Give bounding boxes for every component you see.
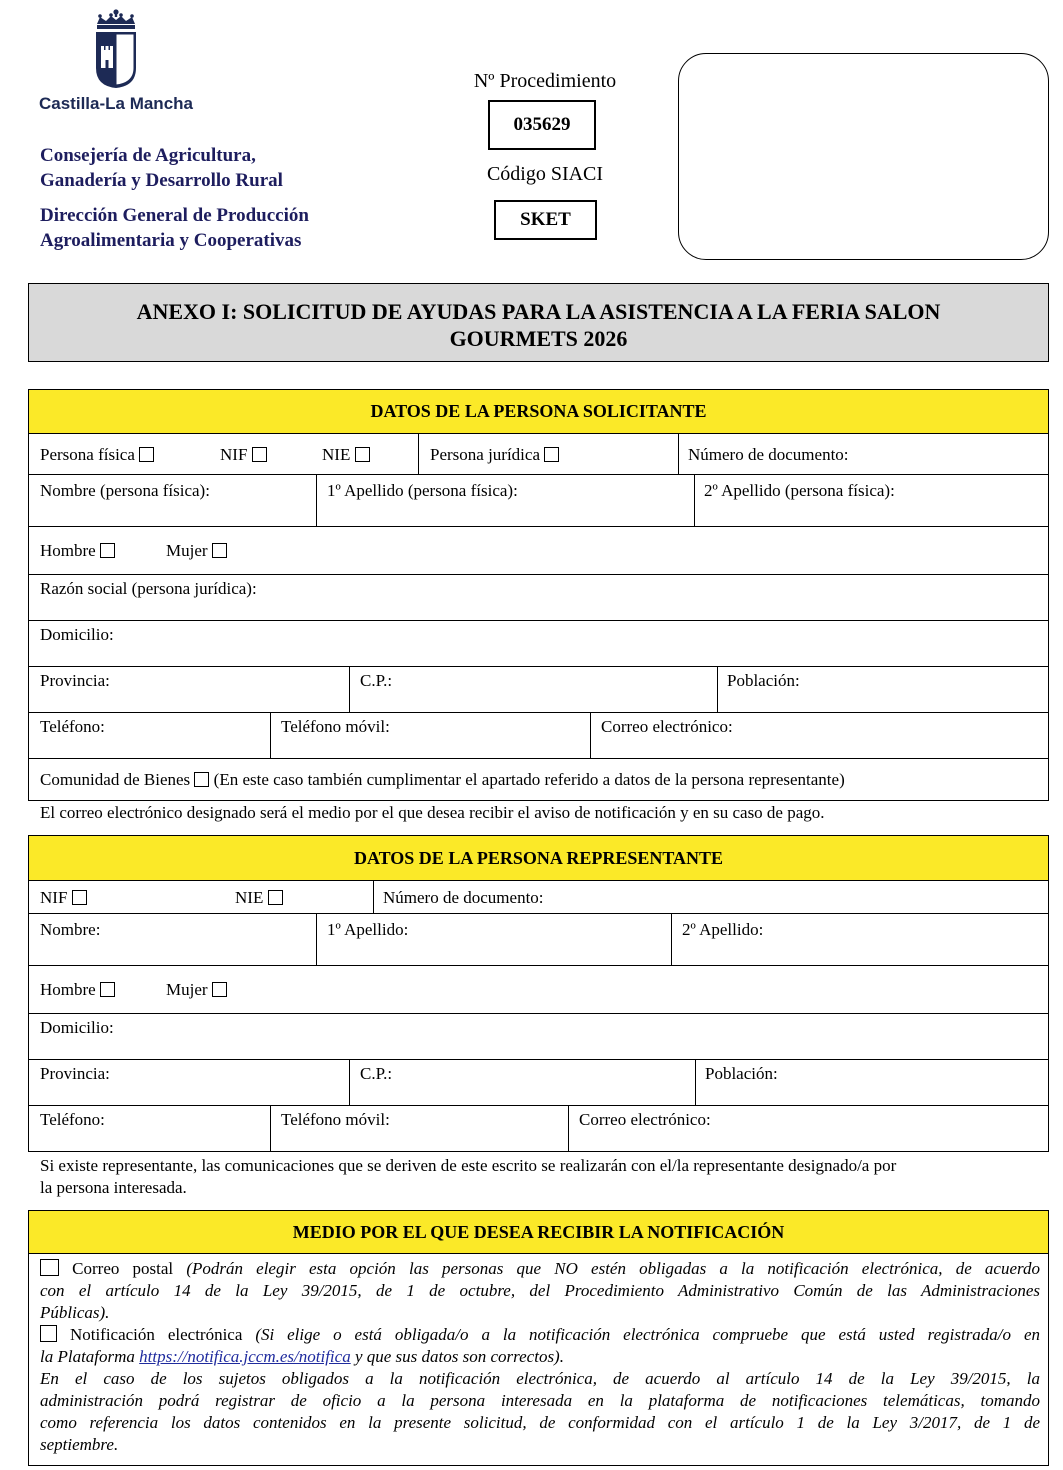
rep-apellido2-field[interactable]: 2º Apellido:	[682, 920, 764, 939]
rep-nif-checkbox[interactable]	[72, 890, 87, 905]
mujer-option[interactable]	[166, 541, 227, 561]
applicant-doc-type-row	[28, 434, 1049, 475]
rep-hombre-label: Hombre	[40, 980, 96, 999]
rep-numero-documento-field[interactable]: Número de documento:	[383, 888, 544, 907]
nombre-field[interactable]: Nombre (persona física):	[40, 481, 210, 500]
rep-cp-field[interactable]: C.P.:	[360, 1064, 393, 1083]
electronic-checkbox[interactable]	[40, 1325, 57, 1342]
rep-nie-option[interactable]	[235, 888, 283, 908]
electronic-label: Notificación electrónica	[69, 1325, 243, 1344]
procedure-label: Nº Procedimiento	[473, 70, 617, 92]
postal-checkbox[interactable]	[40, 1259, 59, 1276]
nie-checkbox[interactable]	[355, 447, 370, 462]
rep-domicilio-row	[28, 1014, 1049, 1060]
rep-correo-field[interactable]: Correo electrónico:	[579, 1110, 711, 1129]
rep-nie-label: NIE	[235, 888, 264, 907]
comunidad-bienes-option[interactable]	[40, 770, 845, 790]
razon-social-field[interactable]: Razón social (persona jurídica):	[40, 579, 257, 598]
rep-poblacion-field[interactable]: Población:	[705, 1064, 778, 1083]
rep-location-row	[28, 1060, 1049, 1106]
mujer-checkbox[interactable]	[212, 543, 227, 558]
crest-icon	[88, 8, 144, 90]
rep-mujer-checkbox[interactable]	[212, 982, 227, 997]
nif-option[interactable]	[220, 445, 267, 465]
hombre-checkbox[interactable]	[100, 543, 115, 558]
telefono-field[interactable]: Teléfono:	[40, 717, 105, 736]
persona-juridica-option[interactable]	[430, 445, 559, 465]
mujer-label: Mujer	[166, 541, 208, 560]
applicant-domicilio-row	[28, 621, 1049, 667]
rep-telefono-movil-field[interactable]: Teléfono móvil:	[281, 1110, 390, 1129]
rep-provincia-field[interactable]: Provincia:	[40, 1064, 110, 1083]
cp-field[interactable]: C.P.:	[360, 671, 393, 690]
comunidad-bienes-note: (En este caso también cumplimentar el apartado referido a datos de la persona representante)	[213, 770, 845, 789]
applicant-comunidad-row	[28, 759, 1049, 801]
obligados-line-2: administración podrá registrar de oficio a la persona interesada en la plataforma de notificaciones telemáticas, tomando	[40, 1391, 1040, 1410]
applicant-sex-row	[28, 527, 1049, 575]
applicant-contact-row	[28, 713, 1049, 759]
postal-option[interactable]	[40, 1258, 1040, 1280]
rep-contact-row	[28, 1106, 1049, 1152]
department-line-1: Consejería de Agricultura,	[40, 145, 256, 166]
hombre-option[interactable]	[40, 541, 115, 561]
obligados-line-4: septiembre.	[40, 1435, 119, 1454]
rep-nif-option[interactable]	[40, 888, 87, 908]
electronic-note-line-1: (Si elige o está obligada/o a la notificación electrónica compruebe que está usted registrada/o en	[255, 1325, 1041, 1344]
rep-sex-row	[28, 966, 1049, 1014]
representative-notice-line-2: la persona interesada.	[40, 1178, 187, 1197]
notification-body	[28, 1254, 1049, 1466]
hombre-label: Hombre	[40, 541, 96, 560]
apellido2-field[interactable]: 2º Apellido (persona física):	[704, 481, 895, 500]
directorate-line-1: Dirección General de Producción	[40, 205, 309, 226]
form-title-line-1: ANEXO I: SOLICITUD DE AYUDAS PARA LA ASISTENCIA A LA FERIA SALON	[136, 299, 941, 324]
notification-content	[40, 1258, 1040, 1456]
rep-nombre-field[interactable]: Nombre:	[40, 920, 101, 939]
siaci-label: Código SIACI	[486, 163, 604, 185]
poblacion-field[interactable]: Población:	[727, 671, 800, 690]
procedure-number-box: 035629	[488, 100, 596, 150]
applicant-name-row	[28, 475, 1049, 527]
applicant-section-header: DATOS DE LA PERSONA SOLICITANTE	[28, 389, 1049, 434]
applicant-location-row	[28, 667, 1049, 713]
rep-mujer-option[interactable]	[166, 980, 227, 1000]
electronic-note-pre: la Plataforma	[40, 1347, 135, 1366]
representative-notice-line-1: Si existe representante, las comunicaciones que se deriven de este escrito se realizarán con el/la representante designado/a por	[40, 1156, 897, 1175]
numero-documento-field[interactable]: Número de documento:	[688, 445, 849, 464]
representative-notice	[40, 1155, 1050, 1199]
postal-label: Correo postal	[72, 1259, 174, 1278]
persona-fisica-checkbox[interactable]	[139, 447, 154, 462]
rep-doc-type-row	[28, 881, 1049, 914]
correo-field[interactable]: Correo electrónico:	[601, 717, 733, 736]
notification-section-header: MEDIO POR EL QUE DESEA RECIBIR LA NOTIFICACIÓN	[28, 1210, 1049, 1254]
electronic-option[interactable]	[40, 1324, 1040, 1346]
rep-apellido1-field[interactable]: 1º Apellido:	[327, 920, 409, 939]
apellido1-field[interactable]: 1º Apellido (persona física):	[327, 481, 518, 500]
nie-label: NIE	[322, 445, 351, 464]
rep-hombre-checkbox[interactable]	[100, 982, 115, 997]
notifica-platform-link[interactable]: https://notifica.jccm.es/notifica	[139, 1347, 351, 1366]
applicant-razon-social-row	[28, 575, 1049, 621]
email-notice: El correo electrónico designado será el medio por el que desea recibir el aviso de notificación y en su caso de pago.	[40, 803, 825, 822]
department-line-2: Ganadería y Desarrollo Rural	[40, 170, 283, 191]
rep-telefono-field[interactable]: Teléfono:	[40, 1110, 105, 1129]
rep-nie-checkbox[interactable]	[268, 890, 283, 905]
form-title-line-2: GOURMETS 2026	[449, 326, 628, 351]
persona-fisica-label: Persona física	[40, 445, 135, 464]
comunidad-bienes-label: Comunidad de Bienes	[40, 770, 191, 789]
rep-nif-label: NIF	[40, 888, 68, 907]
postal-note-line-3: Públicas).	[40, 1303, 110, 1322]
persona-juridica-label: Persona jurídica	[430, 445, 540, 464]
form-title	[28, 283, 1049, 362]
representative-section-header: DATOS DE LA PERSONA REPRESENTANTE	[28, 835, 1049, 881]
comunidad-bienes-checkbox[interactable]	[194, 772, 209, 787]
electronic-note-post: y que sus datos son correctos).	[354, 1347, 564, 1366]
postal-note-line-2: con el artículo 14 de la Ley 39/2015, de 1 de octubre, del Procedimiento Administrativo Común de las Administraciones	[40, 1281, 1040, 1300]
provincia-field[interactable]: Provincia:	[40, 671, 110, 690]
rep-domicilio-field[interactable]: Domicilio:	[40, 1018, 114, 1037]
rep-hombre-option[interactable]	[40, 980, 115, 1000]
telefono-movil-field[interactable]: Teléfono móvil:	[281, 717, 390, 736]
directorate-line-2: Agroalimentaria y Cooperativas	[40, 230, 302, 251]
castilla-la-mancha-logo	[88, 8, 144, 90]
postal-note-line-1: (Podrán elegir esta opción las personas que NO estén obligadas a la notificación electrónica, de acuerdo	[186, 1259, 1040, 1278]
nif-label: NIF	[220, 445, 248, 464]
domicilio-field[interactable]: Domicilio:	[40, 625, 114, 644]
department-name	[40, 143, 283, 193]
siaci-code-box: SKET	[494, 200, 597, 240]
obligados-line-1: En el caso de los sujetos obligados a la notificación electrónica, de acuerdo al artículo 14 de la Ley 39/2015, la	[40, 1369, 1040, 1388]
rep-name-row	[28, 914, 1049, 966]
directorate-name	[40, 203, 309, 253]
nif-checkbox[interactable]	[252, 447, 267, 462]
persona-fisica-option[interactable]	[40, 445, 154, 465]
electronic-note-line-2	[40, 1346, 1040, 1368]
rep-mujer-label: Mujer	[166, 980, 208, 999]
logo-text: Castilla-La Mancha	[39, 94, 193, 113]
persona-juridica-checkbox[interactable]	[544, 447, 559, 462]
registry-stamp-box	[678, 53, 1049, 260]
obligados-line-3: como referencia los datos contenidos en la presente solicitud, de conformidad con el artículo 1 de la Ley 3/2017, de 1 de	[40, 1413, 1040, 1432]
nie-option[interactable]	[322, 445, 370, 465]
